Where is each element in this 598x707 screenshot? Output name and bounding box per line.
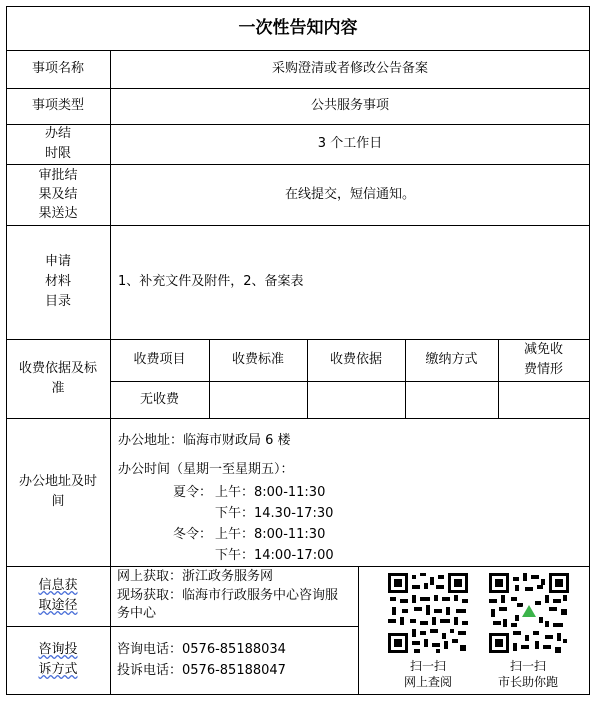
time-limit-value: 3 个工作日 <box>317 136 383 151</box>
result-value: 在线提交，短信通知。 <box>284 186 415 202</box>
info-label <box>6 566 110 626</box>
office-hours-title: 办公时间（星期一至星期五）： <box>118 462 294 477</box>
item-name-label: 事项名称 <box>31 61 84 76</box>
complaint-label <box>6 626 110 694</box>
item-name-value: 采购澄清或者修改公告备案 <box>271 61 428 76</box>
complaint-label-text: 咨询投 诉方式 <box>38 642 78 677</box>
info-onsite: 现场获取：临海市行政服务中心咨询服 务中心 <box>117 588 339 621</box>
fee-row-item: 无收费 <box>139 391 179 407</box>
fee-header-standard: 收费标准 <box>231 352 284 367</box>
office-address: 办公地址：临海市财政局 6 楼 <box>118 433 291 448</box>
winter-pm: 下午：14:00-17:00 <box>215 548 334 563</box>
info-online: 网上获取：浙江政务服务网 <box>117 569 274 584</box>
winter-label: 冬令： <box>173 527 213 542</box>
qr-code-icon <box>489 573 569 653</box>
summer-pm: 下午：14.30-17:30 <box>215 506 334 521</box>
fee-header-payment: 缴纳方式 <box>425 352 478 367</box>
item-type-label: 事项类型 <box>31 98 84 113</box>
item-type-value: 公共服务事项 <box>310 98 389 113</box>
qr-code-icon <box>388 573 468 653</box>
office-label: 办公地址及时 间 <box>18 474 97 509</box>
summer-label: 夏令： <box>173 485 213 500</box>
fee-header-exemption: 减免收 费情形 <box>523 342 563 377</box>
fee-header-item: 收费项目 <box>133 352 186 367</box>
result-label: 审批结 果及结 果送达 <box>38 168 78 221</box>
winter-am: 上午：8:00-11:30 <box>215 527 326 542</box>
summer-am: 上午：8:00-11:30 <box>215 485 326 500</box>
complaint-phone: 投诉电话：0576-85188047 <box>117 663 286 678</box>
fee-header-basis: 收费依据 <box>329 352 382 367</box>
time-limit-label: 办结 时限 <box>44 126 71 161</box>
consult-phone: 咨询电话：0576-85188034 <box>117 642 286 657</box>
qr-caption-online: 扫一扫 网上查阅 <box>403 659 452 689</box>
page-title: 一次性告知内容 <box>238 18 358 38</box>
info-label-text: 信息获 取途径 <box>38 578 78 613</box>
materials-label: 申请 材料 目录 <box>44 254 71 309</box>
fee-label: 收费依据及标 准 <box>18 360 97 396</box>
materials-value: 1、补充文件及附件，2、备案表 <box>118 274 304 289</box>
qr-caption-mayor: 扫一扫 市长助你跑 <box>497 659 558 689</box>
